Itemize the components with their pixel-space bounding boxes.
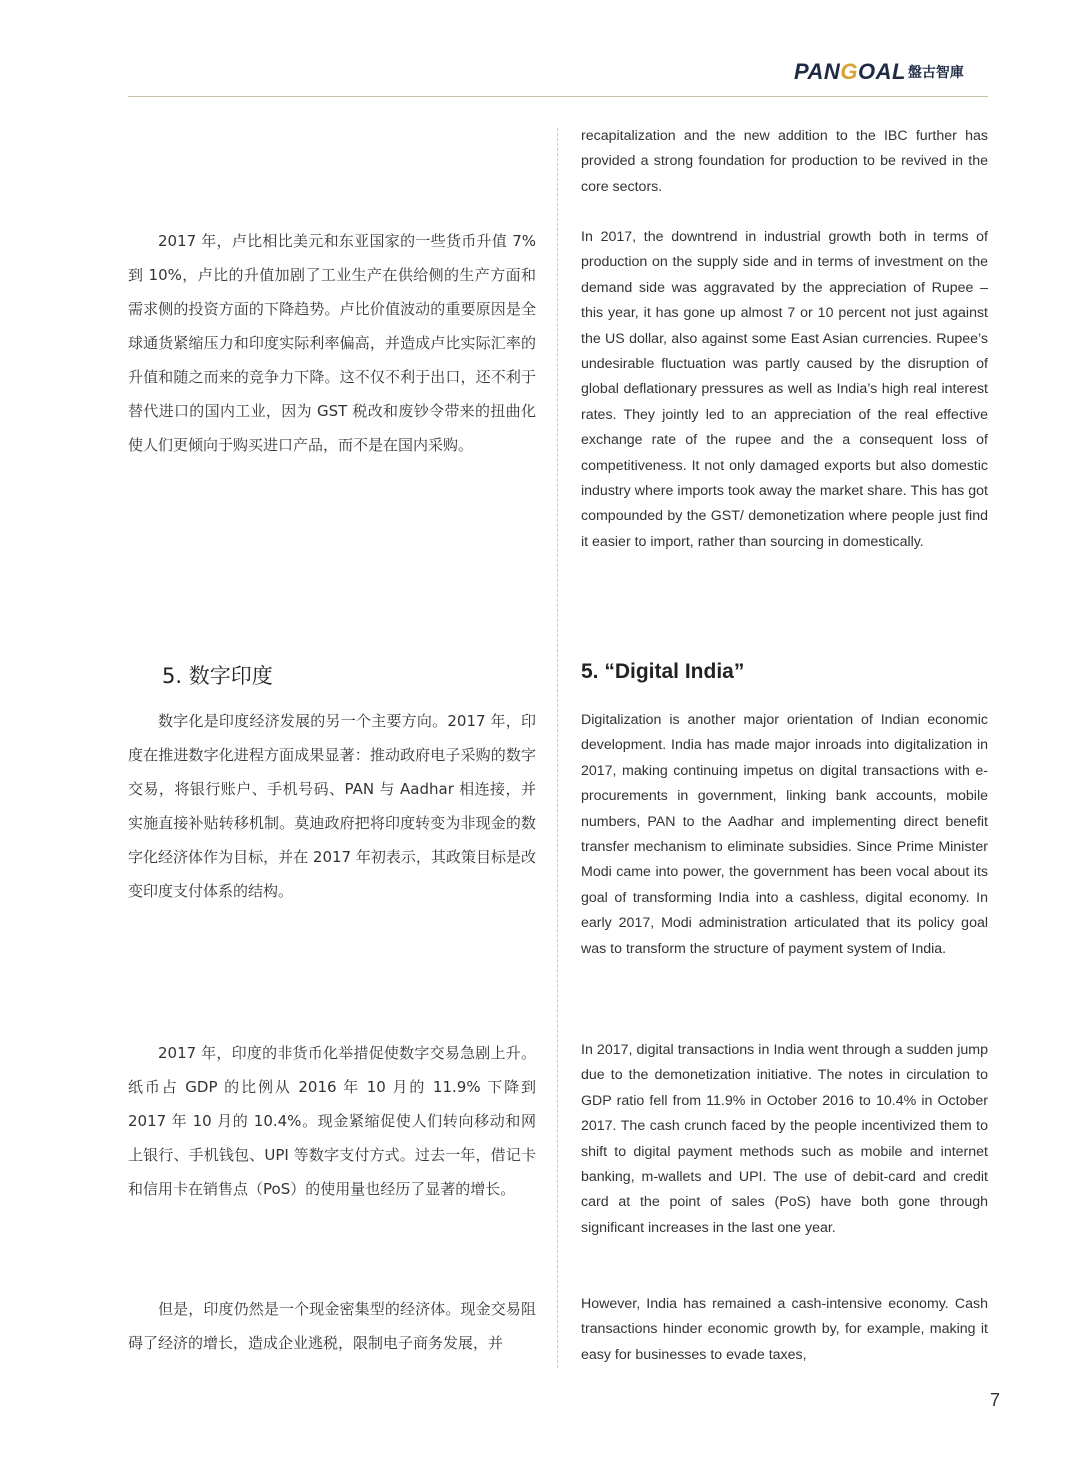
cn-section-heading: 5. 数字印度 [162,664,273,688]
en-paragraph-digitalization: Digitalization is another major orientation of Indian economic development. India has made major inroads into digitalization in 2017, making continuing impetus on digital transactions with e-procurements in government, linking bank accounts, mobile numbers, PAN to the Aadhar and implementing direct benefit transfer mechanism to eliminate subsidies. Since Prime Minister Modi came into power, the government has been vocal about its goal of transforming India into a cashless, digital economy. In early 2017, Modi administration articulated that its policy goal was to transform the structure of payment system of India. [581,712,988,957]
cn-paragraph-demonetization: 2017 年，印度的非货币化举措促使数字交易急剧上升。纸币占 GDP 的比例从 2016 年 10 月的 11.9% 下降到 2017 年 10 月的 10.4%。现金紧缩促使人们转向移动和网上银行、手机钱包、UPI 等数字支付方式。过去一年，借记卡和信用卡在销售点（PoS）的使用量也经历了显著的增长。 [128,1044,536,1198]
page-number: 7 [990,1390,1001,1410]
en-paragraph-recapitalization: recapitalization and the new addition to the IBC further has provided a strong foundation for production to be revived in the core sectors. [581,128,988,195]
en-paragraph-demonetization: In 2017, digital transactions in India went through a sudden jump due to the demonetization initiative. The notes in circulation to GDP ratio fell from 11.9% in October 2016 to 10.4% in October 2017. The cash crunch faced by the people incentivized them to shift to digital payment methods such as mobile and internet banking, m-wallets and UPI. The use of debit-card and credit card at the point of sales (PoS) have both gone through significant increases in the last one year. [581,1042,988,1236]
en-paragraph-cash-economy: However, India has remained a cash-intensive economy. Cash transactions hinder economic growth by, for example, making it easy for businesses to evade taxes, [581,1296,988,1363]
logo-suffix: OAL [857,59,906,84]
column-divider [557,128,558,1368]
logo-chinese-name: 盤古智庫 [907,65,964,81]
logo-wordmark [794,59,906,85]
header-rule [128,96,988,97]
logo-o: G [840,59,858,84]
cn-paragraph-cash-economy: 但是，印度仍然是一个现金密集型的经济体。现金交易阻碍了经济的增长，造成企业逃税，限制电子商务发展，并 [128,1300,536,1352]
pangoal-logo [794,58,994,86]
cn-paragraph-rupee: 2017 年，卢比相比美元和东亚国家的一些货币升值 7% 到 10%，卢比的升值加剧了工业生产在供给侧的生产方面和需求侧的投资方面的下降趋势。卢比价值波动的重要原因是全球通货紧缩压力和印度实际利率偏高，并造成卢比实际汇率的升值和随之而来的竞争力下降。这不仅不利于出口，还不利于替代进口的国内工业，因为 GST 税改和废钞令带来的扭曲化使人们更倾向于购买进口产品，而不是在国内采购。 [128,232,536,454]
en-paragraph-rupee: In 2017, the downtrend in industrial growth both in terms of production on the supply side and in terms of investment on the demand side was aggravated by the appreciation of Rupee – this year, it has gone up almost 7 or 10 percent not just against the US dollar, also against some East Asian currencies. Rupee’s undesirable fluctuation was partly caused by the disruption of global deflationary pressures as well as India’s high real interest rates. They jointly led to an appreciation of the real effective exchange rate of the rupee and the a consequent loss of competitiveness. It not only damaged exports but also domestic industry where imports took away the market share. This has got compounded by the GST/ demonetization where people just find it easier to import, rather than sourcing in domestically. [581,229,988,550]
en-section-heading: 5. “Digital India” [581,660,745,683]
cn-paragraph-digitalization: 数字化是印度经济发展的另一个主要方向。2017 年，印度在推进数字化进程方面成果显著：推动政府电子采购的数字交易，将银行账户、手机号码、PAN 与 Aadhar 相连接，并实施直接补贴转移机制。莫迪政府把将印度转变为非现金的数字化经济体作为目标，并在 2017 年初表示，其政策目标是改变印度支付体系的结构。 [128,712,536,900]
logo-prefix: PAN [794,59,841,84]
